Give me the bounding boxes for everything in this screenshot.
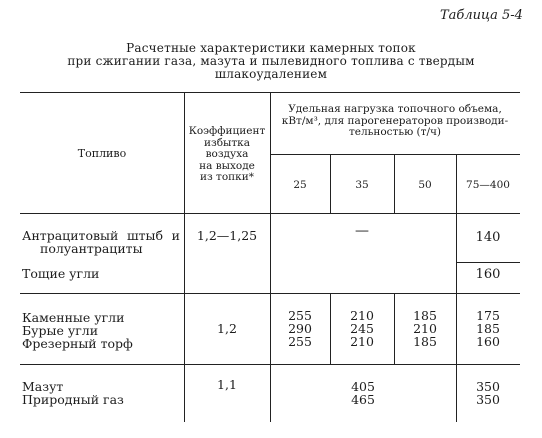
stone-load-75-400: 175 xyxy=(476,308,500,323)
header-capacity-25: 25 xyxy=(293,179,307,191)
header-coef-line5: из топки* xyxy=(199,171,254,183)
header-coef-line2: избытка xyxy=(203,136,251,149)
header-load-line2: кВт/м³, для парогенераторов производи- xyxy=(281,114,509,127)
table-title-line1: Расчетные характеристики камерных топок xyxy=(126,41,416,55)
brown-load-75-400: 185 xyxy=(476,321,500,336)
fuel-mazut: Мазут xyxy=(22,379,64,394)
header-coef-line4: на выходе xyxy=(199,159,255,172)
header-coef-line1: Коэффициент xyxy=(188,125,266,137)
coef-group3: 1,1 xyxy=(217,377,237,392)
header-fuel: Топливо xyxy=(77,147,127,160)
header-capacity-35: 35 xyxy=(355,179,369,191)
lean-coal-load-75-400: 160 xyxy=(475,267,501,282)
header-load-line3: тельностью (т/ч) xyxy=(348,126,442,138)
rule-load-subheader xyxy=(270,154,520,155)
peat-load-50: 185 xyxy=(413,334,437,349)
rule-col-coef xyxy=(270,92,271,422)
coef-group2: 1,2 xyxy=(217,321,237,336)
fuel-peat: Фрезерный торф xyxy=(22,336,133,351)
antracite-load-75-400: 140 xyxy=(475,230,501,245)
brown-load-35: 245 xyxy=(350,321,374,336)
fuel-antracite-line2: полуантрациты xyxy=(40,241,143,256)
fuel-lean-coal: Тощие угли xyxy=(22,266,100,281)
table-title-line3: шлакоудалением xyxy=(214,67,328,81)
fuel-brown-coal: Бурые угли xyxy=(22,323,99,338)
header-load xyxy=(270,104,520,139)
rule-140-160 xyxy=(456,262,520,263)
table-title-line2: при сжигании газа, мазута и пылевидного топлива с твердым xyxy=(67,54,475,68)
stone-load-35: 210 xyxy=(350,308,374,323)
peat-load-35: 210 xyxy=(350,334,374,349)
peat-load-75-400: 160 xyxy=(476,334,500,349)
header-capacity-75-400: 75—400 xyxy=(466,179,510,191)
stone-load-25: 255 xyxy=(288,308,312,323)
table-label: Таблица 5-4 xyxy=(440,8,523,23)
gas-load-75-400: 350 xyxy=(476,392,500,407)
header-coef-line3: воздуха xyxy=(205,148,249,160)
header-load-line1: Удельная нагрузка топочного объема, xyxy=(288,103,502,115)
brown-load-50: 210 xyxy=(413,321,437,336)
coef-antracite: 1,2—1,25 xyxy=(196,228,258,243)
fuel-stone-coal: Каменные угли xyxy=(22,310,125,325)
gas-load-25-50: 465 xyxy=(351,392,375,407)
fuel-natural-gas: Природный газ xyxy=(22,392,124,407)
antracite-dash: — xyxy=(355,223,369,239)
fuel-antracite-line1: Антрацитовый штыб и xyxy=(22,228,180,243)
stone-load-50: 185 xyxy=(413,308,437,323)
peat-load-25: 255 xyxy=(288,334,312,349)
mazut-load-75-400: 350 xyxy=(476,379,500,394)
header-coefficient xyxy=(184,126,270,184)
brown-load-25: 290 xyxy=(288,321,312,336)
header-capacity-50: 50 xyxy=(418,179,432,191)
mazut-load-25-50: 405 xyxy=(351,379,375,394)
